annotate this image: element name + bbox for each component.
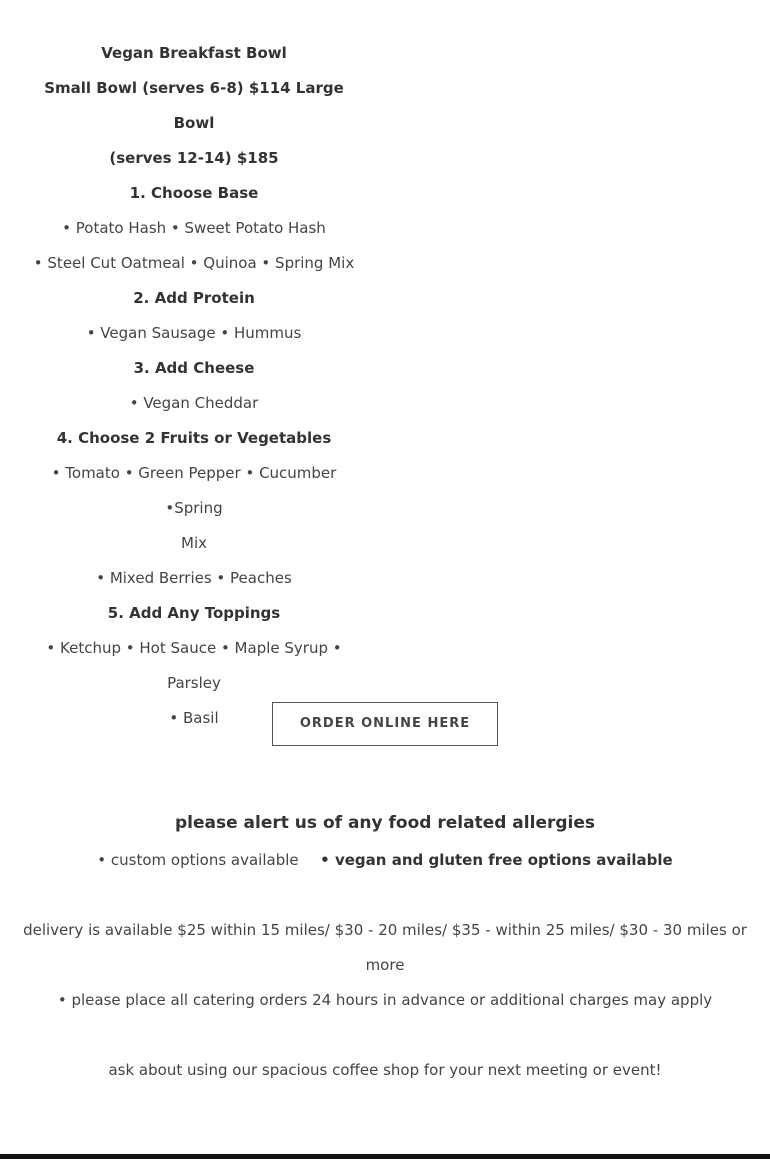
menu-title: Vegan Breakfast Bowl xyxy=(101,44,287,62)
step-heading-base: 1. Choose Base xyxy=(129,184,259,202)
step-heading-toppings: 5. Add Any Toppings xyxy=(107,604,281,622)
size-pricing-line: (serves 12-14) $185 xyxy=(109,149,279,167)
delivery-text: more xyxy=(365,956,405,974)
allergy-heading: please alert us of any food related allergies xyxy=(174,813,595,833)
delivery-text: delivery is available $25 within 15 miles/ $30 - 20 miles/ $35 - within 25 miles/ $30 - 30 miles or xyxy=(23,921,747,939)
advance-notice: • please place all catering orders 24 hours in advance or additional charges may apply xyxy=(57,991,713,1009)
order-online-button[interactable]: ORDER ONLINE HERE xyxy=(272,702,498,746)
protein-options: • Vegan Sausage • Hummus xyxy=(86,324,302,342)
base-options: • Steel Cut Oatmeal • Quinoa • Spring Mix xyxy=(33,254,355,272)
order-button-container xyxy=(0,702,770,746)
fruit-vegetable-options: Mix xyxy=(181,534,207,552)
topping-options: • Basil xyxy=(169,709,219,727)
size-pricing-line: Small Bowl (serves 6-8) $114 Large Bowl xyxy=(44,79,344,132)
delivery-info xyxy=(22,913,748,983)
vegan-breakfast-bowl-menu xyxy=(22,36,366,736)
topping-options: • Ketchup • Hot Sauce • Maple Syrup • Parsley xyxy=(46,639,342,692)
fruit-vegetable-options: • Mixed Berries • Peaches xyxy=(96,569,292,587)
step-heading-cheese: 3. Add Cheese xyxy=(133,359,255,377)
custom-options-text: • custom options available xyxy=(97,851,299,869)
cheese-options: • Vegan Cheddar xyxy=(129,394,259,412)
coffee-shop-note: ask about using our spacious coffee shop for your next meeting or event! xyxy=(108,1061,662,1079)
options-line xyxy=(0,848,770,872)
step-heading-fruits-vegetables: 4. Choose 2 Fruits or Vegetables xyxy=(56,429,332,447)
fruit-vegetable-options: • Tomato • Green Pepper • Cucumber •Spring xyxy=(51,464,337,517)
base-options: • Potato Hash • Sweet Potato Hash xyxy=(62,219,326,237)
footer-bar xyxy=(0,1154,770,1159)
vegan-gluten-free-text: • vegan and gluten free options available xyxy=(320,851,673,869)
step-heading-protein: 2. Add Protein xyxy=(133,289,255,307)
